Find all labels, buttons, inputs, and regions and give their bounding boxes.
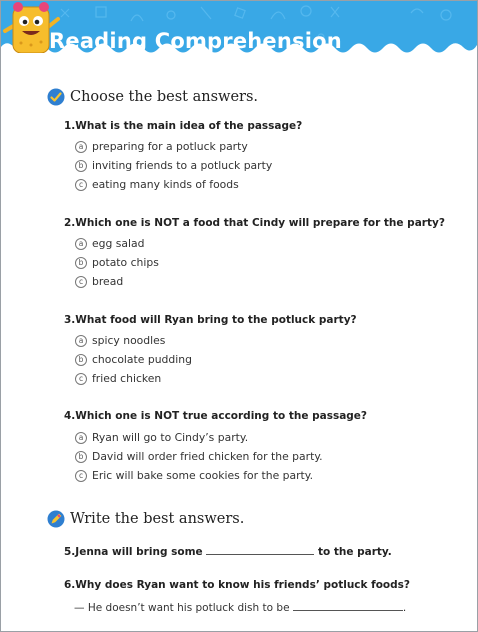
option-2c[interactable]: c bread bbox=[75, 275, 123, 288]
question-4: 4.Which one is NOT true according to the passage? bbox=[64, 410, 368, 422]
option-3c[interactable]: c fried chicken bbox=[75, 372, 161, 385]
section-heading: Choose the best answers. bbox=[70, 89, 259, 105]
option-1a[interactable]: a preparing for a potluck party bbox=[75, 140, 248, 153]
page-title: Reading Comprehension bbox=[49, 29, 342, 53]
pencil-icon bbox=[47, 510, 65, 528]
option-2a[interactable]: a egg salad bbox=[75, 237, 145, 250]
option-3a[interactable]: a spicy noodles bbox=[75, 334, 165, 347]
option-3b[interactable]: b chocolate pudding bbox=[75, 353, 192, 366]
header-banner bbox=[1, 1, 477, 65]
option-4c[interactable]: c Eric will bake some cookies for the party. bbox=[75, 469, 313, 482]
question-2: 2.Which one is NOT a food that Cindy will prepare for the party? bbox=[64, 217, 445, 229]
question-3: 3.What food will Ryan bring to the potluck party? bbox=[64, 314, 357, 326]
option-4b[interactable]: b David will order fried chicken for the party. bbox=[75, 450, 323, 463]
answer-line-6: — He doesn’t want his potluck dish to be . bbox=[74, 599, 406, 614]
checkmark-icon bbox=[47, 88, 65, 106]
question-6: 6.Why does Ryan want to know his friends’ potluck foods? bbox=[64, 579, 411, 591]
question-1: 1.What is the main idea of the passage? bbox=[64, 120, 303, 132]
mascot-icon bbox=[1, 1, 63, 53]
section-write-answers bbox=[47, 510, 244, 528]
answer-blank-6[interactable] bbox=[293, 599, 403, 611]
question-5: 5.Jenna will bring some to the party. bbox=[64, 543, 392, 558]
section-heading: Write the best answers. bbox=[70, 511, 245, 527]
option-4a[interactable]: a Ryan will go to Cindy’s party. bbox=[75, 431, 248, 444]
option-1c[interactable]: c eating many kinds of foods bbox=[75, 178, 239, 191]
section-choose-answers bbox=[47, 88, 258, 106]
answer-blank-5[interactable] bbox=[206, 543, 314, 555]
option-2b[interactable]: b potato chips bbox=[75, 256, 159, 269]
option-1b[interactable]: b inviting friends to a potluck party bbox=[75, 159, 272, 172]
